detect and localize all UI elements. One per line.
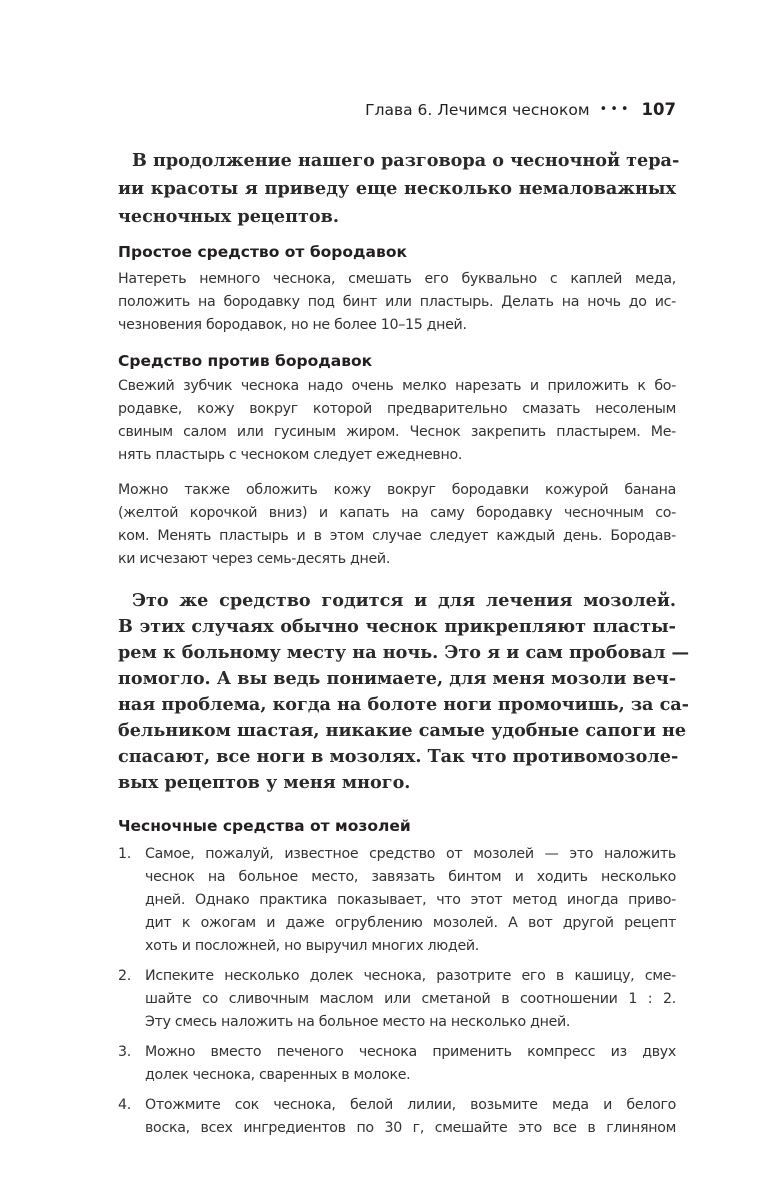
section-heading: Средство против бородавок [118,352,373,370]
text-line: шайте со сливочным маслом или сметаной в соотношении 1 : 2. [145,991,676,1007]
list-item [118,843,676,958]
section-heading: Простое средство от бородавок [118,243,407,261]
text-line: В продолжение нашего разговора о чесночной тера- [132,150,680,171]
text-line: Натереть немного чеснока, смешать его буквально с каплей меда, [118,271,676,287]
text-line: свиным салом или гусиным жиром. Чеснок закрепить пластырем. Ме- [118,424,676,440]
text-line: (желтой корочкой вниз) и капать на саму бородавку чесночным со- [118,505,676,521]
body-paragraph [118,588,690,796]
remedies-list [118,843,676,1140]
text-line: ии красоты я приведу еще несколько немаловажных [118,178,676,199]
text-line: воска, всех ингредиентов по 30 г, смешайте это все в глиняном [145,1120,676,1136]
text-line: ная проблема, когда на болоте ноги промочишь, за са- [118,694,689,715]
text-line: помогло. А вы ведь понимаете, для меня мозоли веч- [118,668,677,689]
list-number: 4. [118,1097,131,1113]
text-line: чезновения бородавок, но не более 10–15 дней. [118,317,467,333]
text-line: Можно вместо печеного чеснока применить компресс из двух [145,1044,676,1060]
text-line: Испеките несколько долек чеснока, разотрите его в кашицу, сме- [145,968,676,984]
text-line: Отожмите сок чеснока, белой лилии, возьмите меда и белого [145,1097,676,1113]
text-line: ки исчезают через семь-десять дней. [118,551,391,567]
list-item [118,965,676,1034]
text-line: Самое, пожалуй, известное средство от мозолей — это наложить [145,846,676,862]
list-item [118,1041,676,1087]
text-line: чесночных рецептов. [118,206,339,227]
dots-separator: ••• [599,102,632,117]
text-line: бельником шастая, никакие самые удобные сапоги не [118,720,687,741]
text-line: рем к больному месту на ночь. Это я и сам пробовал — [118,642,690,663]
section-heading: Чесночные средства от мозолей [118,817,411,835]
text-line: родавке, кожу вокруг которой предварительно смазать несоленым [118,401,676,417]
text-line: долек чеснока, сваренных в молоке. [145,1067,411,1083]
section1-text [118,268,676,337]
text-line: Это же средство годится и для лечения мозолей. [132,590,676,611]
text-line: хоть и посложней, но выручил многих людей. [145,938,480,954]
running-header [365,100,676,119]
text-line: нять пластырь с чесноком следует ежедневно. [118,447,463,463]
text-line: дней. Однако практика показывает, что этот метод иногда приво- [145,892,676,908]
text-line: вых рецептов у меня много. [118,772,411,793]
intro-paragraph [118,147,680,231]
text-line: дит к ожогам и даже огрублению мозолей. А вот другой рецепт [145,915,676,931]
list-item [118,1094,676,1140]
text-line: В этих случаях обычно чеснок прикрепляют пласты- [118,616,676,637]
text-line: Свежий зубчик чеснока надо очень мелко нарезать и приложить к бо- [118,378,676,394]
text-line: Можно также обложить кожу вокруг бородавки кожурой банана [118,482,676,498]
text-line: Эту смесь наложить на больное место на несколько дней. [145,1014,571,1030]
text-line: ком. Менять пластырь и в этом случае следует каждый день. Бородав- [118,528,676,544]
text-line: чеснок на больное место, завязать бинтом и ходить несколько [145,869,676,885]
text-line: спасают, все ноги в мозолях. Так что противомозоле- [118,746,679,767]
chapter-title: Глава 6. Лечимся чесноком [365,100,590,119]
page-number: 107 [641,100,676,119]
text-line: положить на бородавку под бинт или пластырь. Делать на ночь до ис- [118,294,676,310]
list-number: 3. [118,1044,131,1060]
list-number: 1. [118,846,131,862]
list-number: 2. [118,968,131,984]
section2-paragraph-2 [118,479,676,571]
section2-paragraph-1 [118,375,676,467]
